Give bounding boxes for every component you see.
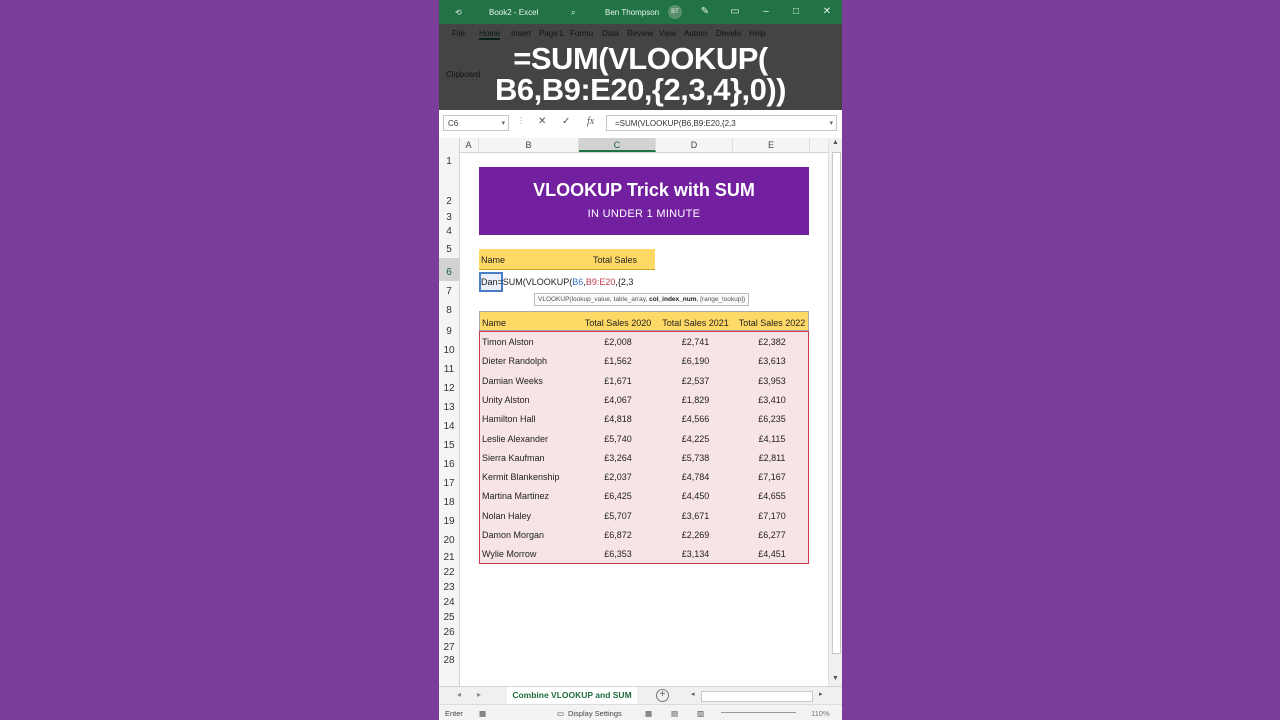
cell-sales-2021[interactable]: £4,784 xyxy=(681,472,710,483)
table-header-name: Name xyxy=(482,318,507,328)
scroll-up-icon[interactable]: ▲ xyxy=(832,139,839,146)
avatar[interactable]: BT xyxy=(668,5,682,19)
cell-sales-2022[interactable]: £6,235 xyxy=(758,414,786,425)
cell-sales-2021[interactable]: £6,190 xyxy=(681,356,710,367)
search-icon[interactable]: ⌕ xyxy=(571,8,576,17)
cell-sales-2021[interactable]: £4,225 xyxy=(681,433,710,444)
cell-sales-2020[interactable]: £5,707 xyxy=(604,510,632,521)
cell-b6-value: Dan xyxy=(481,277,498,287)
cell-name[interactable]: Damon Morgan xyxy=(482,530,545,540)
sheet-tab-active[interactable]: Combine VLOOKUP and SUM xyxy=(507,687,637,706)
row-header-1[interactable]: 1 xyxy=(446,156,452,167)
overlay-line-1: =SUM(VLOOKUP( xyxy=(513,41,768,76)
spreadsheet-grid[interactable] xyxy=(439,138,828,686)
cell-name[interactable]: Martina Martinez xyxy=(482,491,550,502)
row-header-9[interactable]: 9 xyxy=(446,326,452,337)
row-header-18[interactable]: 18 xyxy=(443,497,455,508)
cancel-icon[interactable]: ✕ xyxy=(538,116,547,127)
chevron-down-icon[interactable]: ▾ xyxy=(501,120,505,127)
accessibility-icon[interactable]: ▦ xyxy=(479,709,487,718)
cell-name[interactable]: Damian Weeks xyxy=(482,375,543,386)
cell-name[interactable]: Hamilton Hall xyxy=(482,414,536,425)
row-header-8[interactable]: 8 xyxy=(446,305,452,316)
ribbon-display-icon[interactable]: ▭ xyxy=(730,6,740,17)
formula-ref-b6: B6 xyxy=(572,277,584,287)
cell-sales-2021[interactable]: £4,450 xyxy=(681,491,710,502)
row-header-25[interactable]: 25 xyxy=(443,612,455,623)
formula-overlay xyxy=(439,24,842,110)
row-header-4[interactable]: 4 xyxy=(446,226,452,237)
more-icon: ⋮ xyxy=(517,116,525,125)
row-header-20[interactable]: 20 xyxy=(443,535,455,546)
cell-name[interactable]: Kermit Blankenship xyxy=(482,472,560,483)
zoom-slider[interactable] xyxy=(721,712,796,713)
lookup-header-name: Name xyxy=(481,255,506,265)
row-header-22[interactable]: 22 xyxy=(443,567,455,578)
cell-sales-2022[interactable]: £3,953 xyxy=(758,375,786,386)
scroll-right-icon[interactable]: ▸ xyxy=(819,691,823,698)
tooltip-active-arg: col_index_num xyxy=(649,296,697,303)
status-bar xyxy=(439,704,842,720)
cell-sales-2022[interactable]: £7,167 xyxy=(758,472,786,483)
function-tooltip xyxy=(534,293,749,306)
table-row[interactable] xyxy=(480,467,810,486)
cell-sales-2022[interactable]: £4,655 xyxy=(758,491,786,502)
title-bar xyxy=(439,0,842,24)
table-row[interactable] xyxy=(480,486,810,505)
tooltip-rest: , [range_lookup]) xyxy=(696,296,746,303)
vertical-scroll-thumb[interactable] xyxy=(832,152,841,654)
table-header-2022: Total Sales 2022 xyxy=(738,318,806,328)
cell-sales-2022[interactable]: £2,811 xyxy=(758,452,786,463)
name-box-value: C6 xyxy=(448,119,459,128)
row-header-17[interactable]: 17 xyxy=(443,478,455,489)
column-headers xyxy=(439,138,828,153)
expand-formula-icon[interactable]: ▾ xyxy=(829,120,833,127)
cell-sales-2021[interactable]: £4,566 xyxy=(681,414,710,425)
cell-name[interactable]: Unity Alston xyxy=(482,394,530,405)
cell-sales-2021[interactable]: £2,537 xyxy=(681,375,710,386)
zoom-level[interactable]: 110% xyxy=(811,709,830,718)
user-name: Ben Thompson xyxy=(605,8,660,17)
row-header-2[interactable]: 2 xyxy=(446,196,452,207)
sheet-tab-bar xyxy=(439,686,842,705)
row-header-15[interactable]: 15 xyxy=(443,440,455,451)
cell-sales-2020[interactable]: £4,067 xyxy=(604,394,632,405)
sales-table[interactable] xyxy=(479,331,809,564)
cell-edit-text[interactable] xyxy=(481,277,633,287)
table-row[interactable] xyxy=(480,506,810,525)
cell-name[interactable]: Leslie Alexander xyxy=(482,433,549,444)
maximize-icon[interactable]: □ xyxy=(792,6,800,17)
row-header-6[interactable]: 6 xyxy=(439,258,459,281)
cell-name[interactable]: Timon Alston xyxy=(482,337,534,347)
column-header-e[interactable]: E xyxy=(733,138,810,152)
formula-text: =SUM(VLOOKUP(B6,B9:E20,{2,3 xyxy=(615,119,736,128)
cell-sales-2022[interactable]: £7,170 xyxy=(758,510,786,521)
cell-sales-2020[interactable]: £5,740 xyxy=(604,433,632,444)
formula-sep: , xyxy=(583,277,586,287)
row-header-19[interactable]: 19 xyxy=(443,516,455,527)
cell-sales-2022[interactable]: £3,613 xyxy=(758,356,786,367)
close-icon[interactable]: ✕ xyxy=(822,6,832,17)
select-all-corner[interactable] xyxy=(439,138,460,152)
cell-sales-2021[interactable]: £3,671 xyxy=(681,510,710,521)
cell-sales-2020[interactable]: £1,671 xyxy=(604,375,632,386)
table-row[interactable] xyxy=(480,429,810,448)
formula-bar xyxy=(439,110,842,139)
normal-view-icon[interactable]: ▦ xyxy=(645,709,653,718)
cell-sales-2021[interactable]: £5,738 xyxy=(681,452,710,463)
cell-sales-2022[interactable]: £6,277 xyxy=(758,530,786,540)
cell-sales-2020[interactable]: £1,562 xyxy=(604,356,632,367)
title-banner xyxy=(479,167,809,235)
cell-sales-2022[interactable]: £3,410 xyxy=(758,394,786,405)
cell-sales-2020[interactable]: £2,037 xyxy=(604,472,632,483)
minimize-icon[interactable]: – xyxy=(763,6,769,17)
window-title: Book2 - Excel xyxy=(489,8,539,17)
page-layout-icon[interactable]: ▤ xyxy=(671,709,679,718)
vertical-scrollbar[interactable] xyxy=(828,138,842,686)
cell-name[interactable]: Nolan Haley xyxy=(482,510,532,521)
table-row[interactable] xyxy=(480,409,810,428)
cell-sales-2020[interactable]: £3,264 xyxy=(604,452,632,463)
cell-sales-2020[interactable]: £2,008 xyxy=(604,337,632,347)
cell-sales-2022[interactable]: £2,382 xyxy=(758,337,786,347)
row-header-21[interactable]: 21 xyxy=(443,552,455,563)
column-header-d[interactable]: D xyxy=(656,138,733,152)
row-header-12[interactable]: 12 xyxy=(443,383,455,394)
enter-icon[interactable]: ✓ xyxy=(562,116,571,127)
cell-sales-2022[interactable]: £4,451 xyxy=(758,549,786,560)
table-row[interactable] xyxy=(480,525,810,544)
table-header-2020: Total Sales 2020 xyxy=(584,318,652,328)
row-header-10[interactable]: 10 xyxy=(443,345,455,356)
cell-sales-2020[interactable]: £6,872 xyxy=(604,530,632,540)
cell-sales-2022[interactable]: £4,115 xyxy=(758,433,786,444)
banner-title: VLOOKUP Trick with SUM xyxy=(533,180,755,200)
prev-sheet-icon[interactable]: ◂ xyxy=(457,690,462,699)
name-box[interactable] xyxy=(443,115,509,131)
table-row[interactable] xyxy=(480,351,810,370)
cell-sales-2020[interactable]: £6,353 xyxy=(604,549,632,560)
scroll-down-icon[interactable]: ▼ xyxy=(832,675,839,682)
next-sheet-icon[interactable]: ▸ xyxy=(477,690,482,699)
status-mode: Enter xyxy=(445,709,463,718)
row-headers xyxy=(439,152,460,686)
add-sheet-icon[interactable]: + xyxy=(656,689,669,702)
cell-name[interactable]: Sierra Kaufman xyxy=(482,452,545,463)
cell-sales-2020[interactable]: £6,425 xyxy=(604,491,632,502)
row-header-27[interactable]: 27 xyxy=(443,642,455,653)
row-header-3[interactable]: 3 xyxy=(446,212,452,223)
row-header-11[interactable]: 11 xyxy=(443,364,455,375)
overlay-line-2: B6,B9:E20,{2,3,4},0)) xyxy=(494,72,787,107)
insert-function-icon[interactable]: fx xyxy=(587,116,595,127)
page-break-icon[interactable]: ▥ xyxy=(697,709,705,718)
excel-window xyxy=(439,0,842,720)
formula-part: =SUM(VLOOKUP( xyxy=(497,277,573,287)
tooltip-fn: VLOOKUP(lookup_value, table_array, xyxy=(538,296,650,303)
formula-ref-range: B9:E20 xyxy=(585,277,616,287)
table-row[interactable] xyxy=(480,544,810,563)
column-header-a[interactable]: A xyxy=(459,138,479,152)
row-header-14[interactable]: 14 xyxy=(443,421,455,432)
lookup-header-total: Total Sales xyxy=(593,255,638,265)
cell-name[interactable]: Wylie Morrow xyxy=(482,549,537,560)
cell-sales-2021[interactable]: £3,134 xyxy=(681,549,710,560)
cell-sales-2020[interactable]: £4,818 xyxy=(604,414,632,425)
lookup-header-row xyxy=(479,249,655,270)
column-header-b[interactable]: B xyxy=(479,138,579,152)
formula-input[interactable] xyxy=(606,115,837,131)
cell-sales-2021[interactable]: £2,741 xyxy=(681,337,710,347)
row-header-16[interactable]: 16 xyxy=(443,459,455,470)
pen-icon[interactable]: ✎ xyxy=(700,6,710,17)
autosave-icon[interactable]: ⟲ xyxy=(455,8,462,17)
row-header-23[interactable]: 23 xyxy=(443,582,455,593)
table-row[interactable] xyxy=(480,390,810,409)
display-settings-icon[interactable]: ▭ xyxy=(557,709,565,718)
cell-sales-2021[interactable]: £1,829 xyxy=(681,394,710,405)
banner-subtitle: IN UNDER 1 MINUTE xyxy=(587,208,701,220)
table-row[interactable] xyxy=(480,371,810,390)
formula-tail: ,{2,3 xyxy=(615,277,634,287)
table-row[interactable] xyxy=(480,448,810,467)
table-header-row xyxy=(479,311,809,331)
row-header-5[interactable]: 5 xyxy=(446,244,452,255)
table-header-2021: Total Sales 2021 xyxy=(662,318,729,328)
display-settings[interactable]: Display Settings xyxy=(568,709,622,718)
row-header-13[interactable]: 13 xyxy=(443,402,455,413)
cell-sales-2021[interactable]: £2,269 xyxy=(681,530,710,540)
row-header-26[interactable]: 26 xyxy=(443,627,455,638)
row-header-7[interactable]: 7 xyxy=(446,286,452,297)
column-header-c[interactable]: C xyxy=(579,138,656,152)
row-header-28[interactable]: 28 xyxy=(443,655,455,666)
table-row[interactable] xyxy=(480,332,810,351)
horizontal-scrollbar[interactable] xyxy=(701,691,813,702)
cell-name[interactable]: Dieter Randolph xyxy=(482,356,548,367)
scroll-left-icon[interactable]: ◂ xyxy=(691,691,695,698)
row-header-24[interactable]: 24 xyxy=(443,597,455,608)
